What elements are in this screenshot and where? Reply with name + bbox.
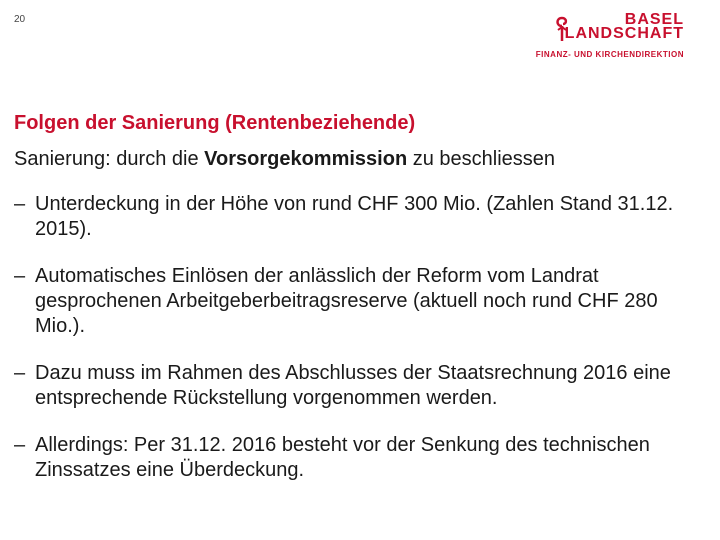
bullet-item [14,433,704,483]
bullet-text: Allerdings: Per 31.12. 2016 besteht vor der Senkung des technischen Zinssatzes eine Überdeckung. [35,434,650,481]
bullet-item [14,264,704,339]
basel-landschaft-logo [514,12,684,62]
bullet-text: Dazu muss im Rahmen des Abschlusses der Staatsrechnung 2016 eine entsprechende Rückstellung vorgenommen werden. [35,362,671,409]
bullet-dash: – [14,193,26,215]
bullet-dash: – [14,362,26,384]
bullet-text: Automatisches Einlösen der anlässlich der Reform vom Landrat gesprochenen Arbeitgeberbeitragsreserve (aktuell noch rund CHF 280 Mio.). [35,265,658,337]
logo-subtitle: FINANZ- UND KIRCHENDIREKTION [535,50,684,59]
intro-suffix: zu beschliessen [407,148,556,170]
bullet-text: Unterdeckung in der Höhe von rund CHF 300 Mio. (Zahlen Stand 31.12. 2015). [35,193,674,240]
intro-emphasis: Vorsorgekommission [204,148,408,170]
page-number: 20 [14,14,26,25]
bullet-dash: – [14,434,26,456]
logo-line2: LANDSCHAFT [564,25,684,42]
bullet-item [14,361,704,411]
slide-title: Folgen der Sanierung (Rentenbeziehende) [14,112,416,134]
bullet-item [14,192,704,242]
bullet-list [14,192,704,505]
intro-prefix: Sanierung: durch die [14,148,205,170]
logo-line1: BASEL [624,11,684,28]
intro-line [14,148,555,171]
bullet-dash: – [14,265,26,287]
